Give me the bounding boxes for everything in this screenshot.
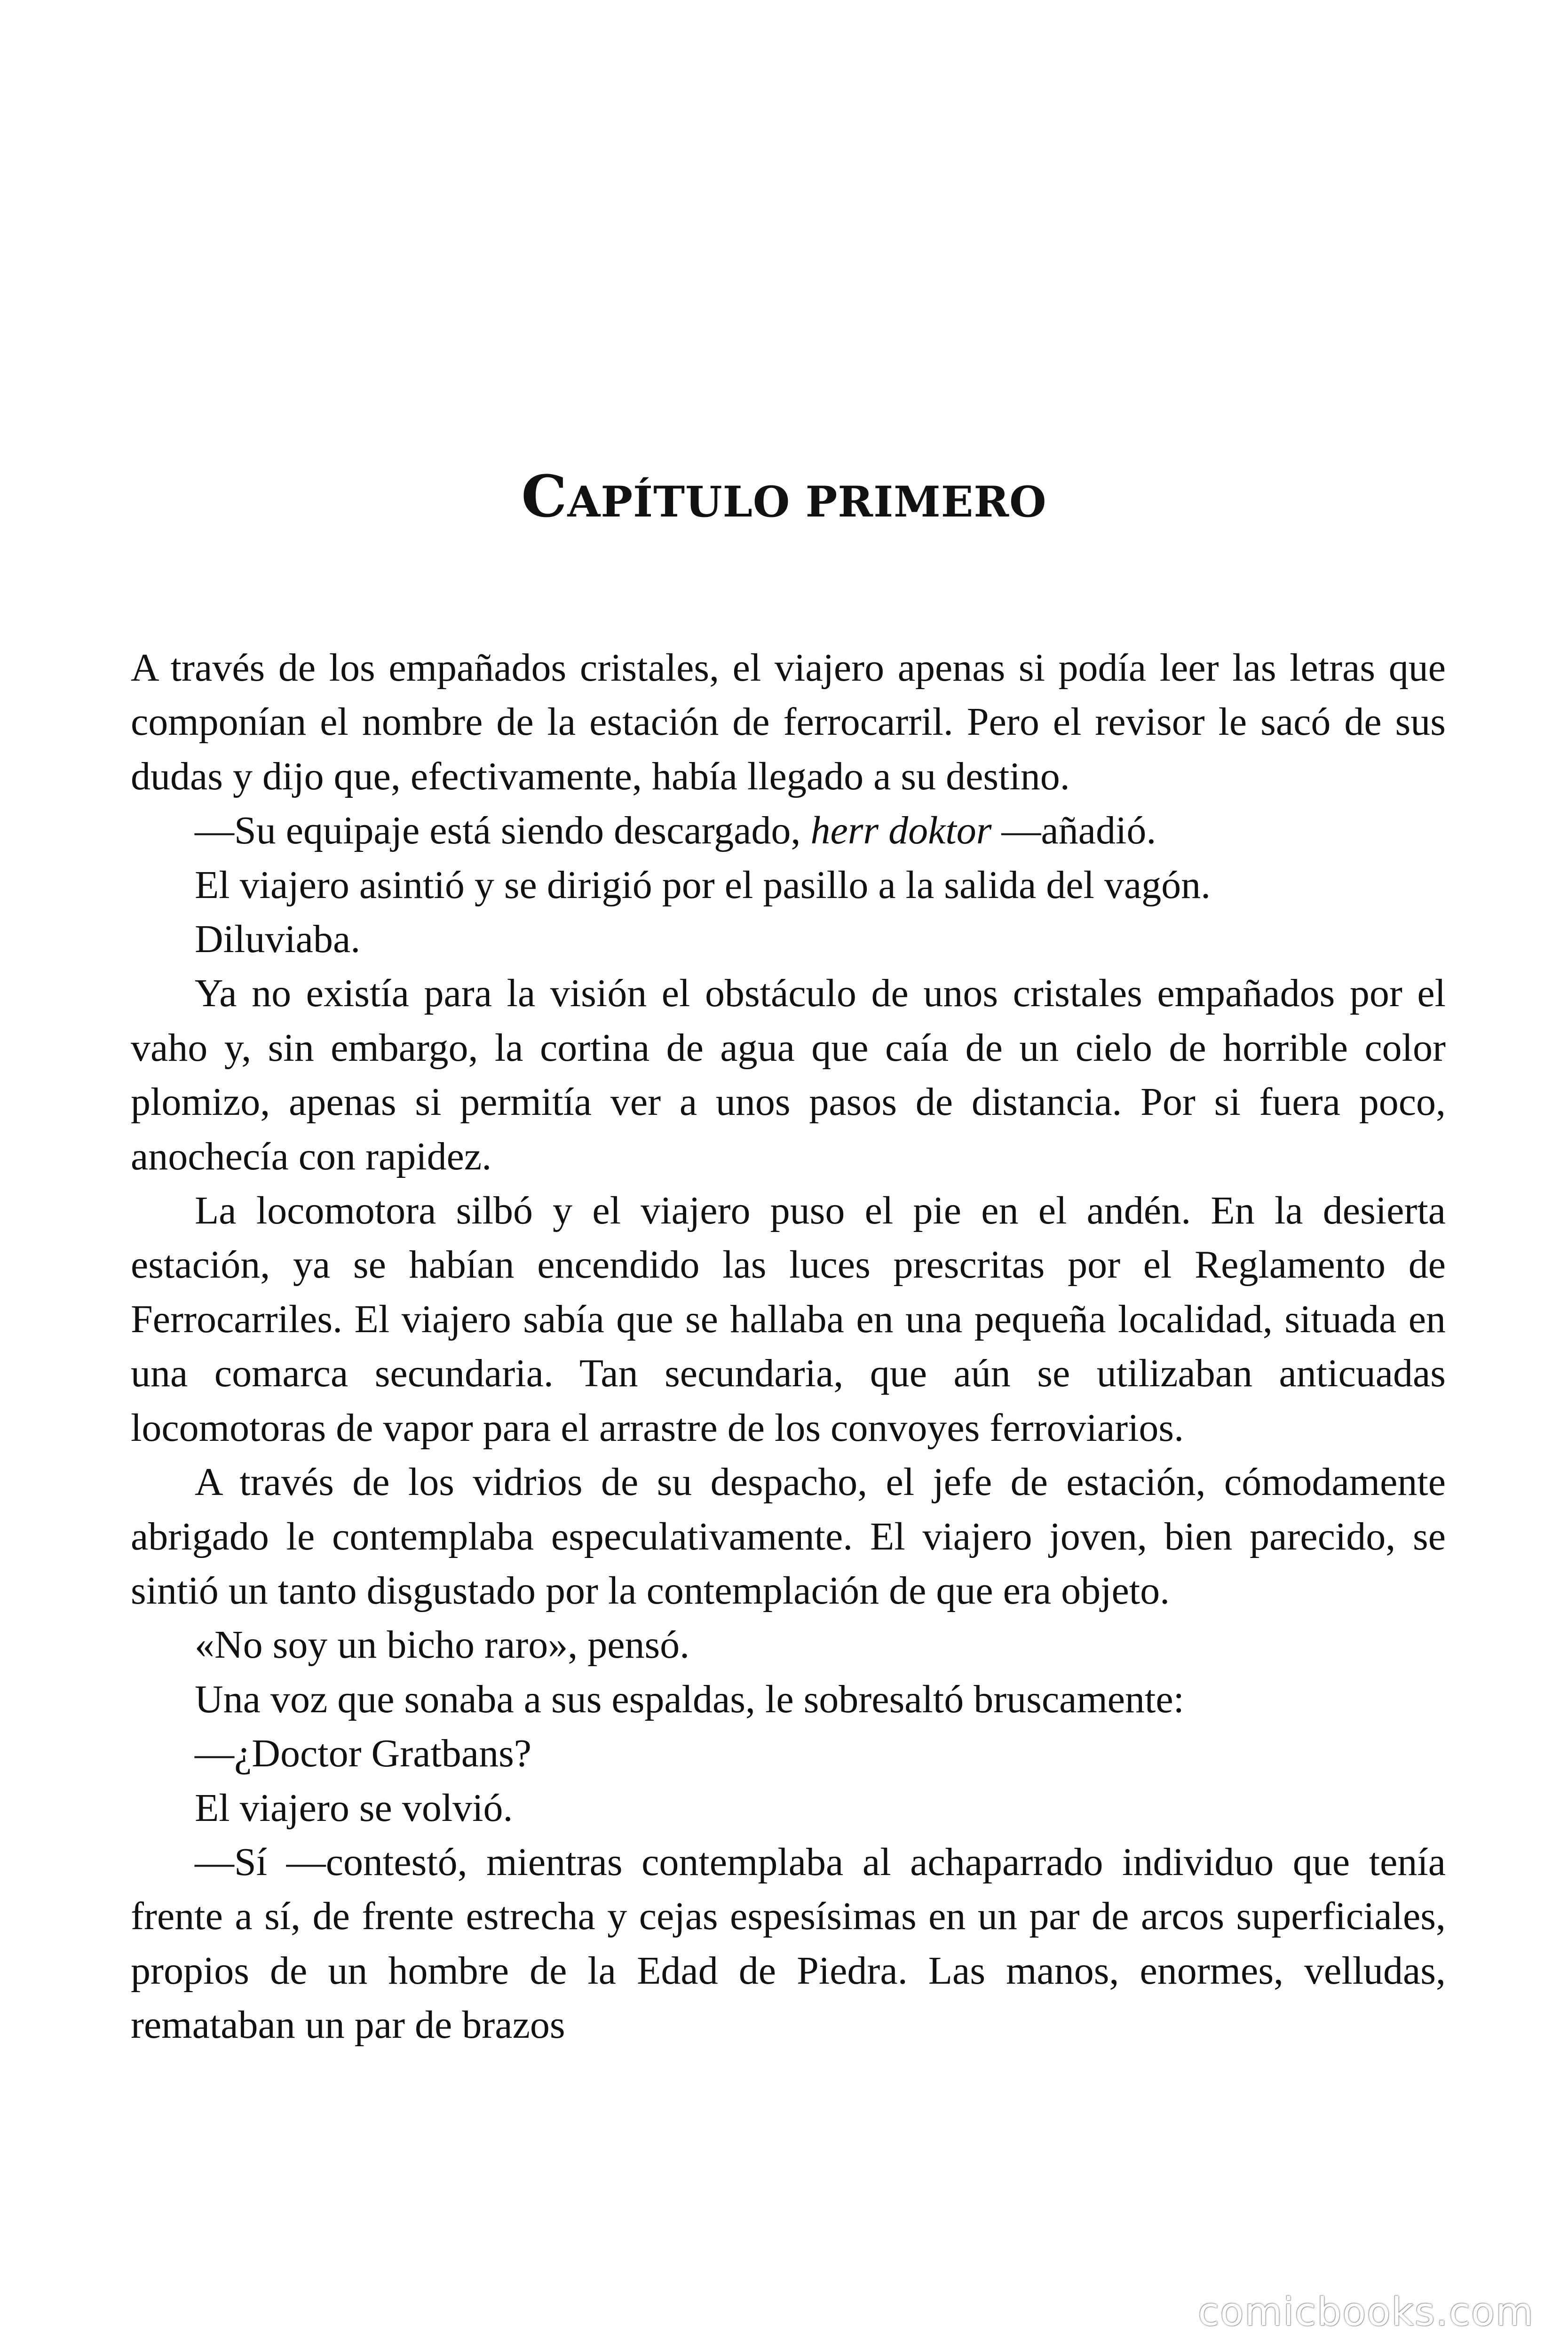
paragraph [131, 1618, 1446, 1672]
paragraph-text: El viajero asintió y se dirigió por el pasillo a la salida del vagón. [195, 863, 1211, 907]
paragraph [131, 966, 1446, 1184]
paragraph [131, 1672, 1446, 1726]
paragraph [131, 858, 1446, 912]
paragraph [131, 912, 1446, 966]
italic-text: herr doktor [810, 809, 992, 853]
paragraph [131, 1184, 1446, 1455]
paragraph-text: —añadió. [991, 809, 1156, 853]
paragraph-text: Una voz que sonaba a sus espaldas, le sobresaltó bruscamente: [195, 1677, 1185, 1721]
paragraph-text: Ya no existía para la visión el obstáculo de unos cristales empañados por el vaho y, sin embargo, la cortina de agua que caía de un cielo de horrible color plomizo, apenas si permitía ver a unos pasos de distancia. Por si fuera poco, anochecía con rapidez. [131, 971, 1446, 1178]
paragraph [131, 803, 1446, 858]
chapter-title-rest: APÍTULO PRIMERO [567, 477, 1047, 527]
paragraph-text: «No soy un bicho raro», pensó. [195, 1623, 690, 1667]
paragraph-text: Diluviaba. [195, 917, 361, 961]
paragraph [131, 1455, 1446, 1618]
paragraph-text: A través de los vidrios de su despacho, el jefe de estación, cómodamente abrigado le contemplaba especulativamente. El viajero joven, bien parecido, se sintió un tanto disgustado por la contemplación de que era objeto. [131, 1460, 1446, 1613]
paragraph [131, 1726, 1446, 1780]
paragraph-text: —Su equipaje está siendo descargado, [195, 809, 811, 853]
paragraph-text: El viajero se volvió. [195, 1786, 513, 1830]
paragraph [131, 641, 1446, 803]
paragraph-text: A través de los empañados cristales, el viajero apenas si podía leer las letras que componían el nombre de la estación de ferrocarril. Pero el revisor le sacó de sus dudas y dijo que, efectivamente, había llegado a su destino. [131, 646, 1446, 798]
watermark: comicbooks.com [1198, 2290, 1534, 2335]
paragraph [131, 1781, 1446, 1835]
paragraph [131, 1835, 1446, 2052]
paragraph-text: La locomotora silbó y el viajero puso el pie en el andén. En la desierta estación, ya se habían encendido las luces prescritas por el Reglamento de Ferrocarriles. El viajero sabía que se hallaba en una pequeña localidad, situada en una comarca secundaria. Tan secundaria, que aún se utilizaban anticuadas locomotoras de vapor para el arrastre de los convoyes ferroviarios. [131, 1189, 1446, 1450]
chapter-body [131, 641, 1446, 2052]
paragraph-text: —¿Doctor Gratbans? [195, 1732, 532, 1776]
chapter-title-initial: C [521, 462, 568, 530]
paragraph-text: —Sí —contestó, mientras contemplaba al achaparrado individuo que tenía frente a sí, de frente estrecha y cejas espesísimas en un par de arcos superficiales, propios de un hombre de la Edad de Piedra. Las manos, enormes, velludas, remataban un par de brazos [131, 1840, 1446, 2047]
chapter-title [0, 462, 1568, 532]
